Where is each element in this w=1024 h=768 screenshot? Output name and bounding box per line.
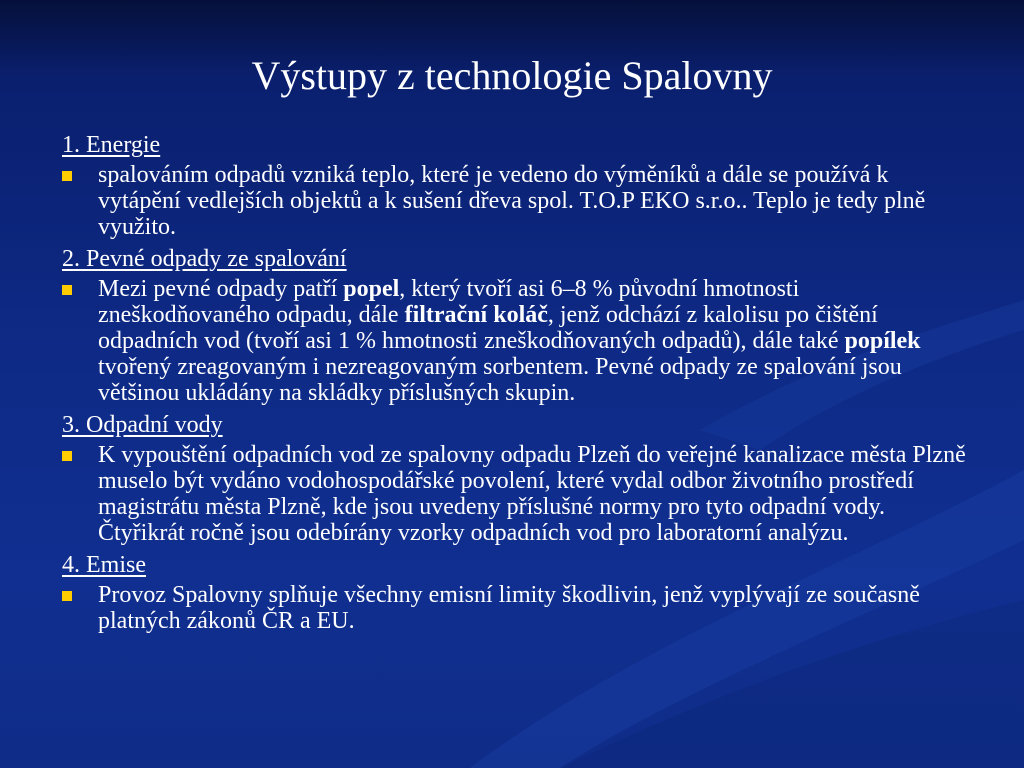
text-segment: tvořený zreagovaným i nezreagovaným sorbentem. Pevné odpady ze spalování jsou většinou ukládány na skládky příslušných skupin. <box>98 354 902 406</box>
bold-term-popel: popel <box>343 276 400 302</box>
bullet-text-pevne-odpady <box>98 276 972 406</box>
yellow-square-bullet-icon <box>62 591 72 601</box>
section-heading-odpadni-vody: 3. Odpadní vody <box>62 412 223 438</box>
bullet-text-emise: Provoz Spalovny splňuje všechny emisní limity škodlivin, jenž vyplývají ze současně platných zákonů ČR a EU. <box>98 582 920 634</box>
section-heading-pevne-odpady: 2. Pevné odpady ze spalování <box>62 246 347 272</box>
text-segment: , který tvoří asi 6–8 % původní hmotnosti zneškodňovaného odpadu, dále <box>98 276 800 328</box>
bold-term-filtracni-kolac: filtrační koláč <box>404 302 548 328</box>
yellow-square-bullet-icon <box>62 171 72 181</box>
bullet-item-pevne-odpady <box>62 276 972 406</box>
bullet-text-odpadni-vody: K vypouštění odpadních vod ze spalovny odpadu Plzeň do veřejné kanalizace města Plzně muselo být vydáno vodohospodářské povolení, které vydal odbor životního prostředí magistrátu města Plzně, kde jsou uvedeny příslušné normy pro tyto odpadní vody. Čtyřikrát ročně jsou odebírány vzorky odpadních vod pro laboratorní analýzu. <box>98 442 966 546</box>
bullet-item-odpadni-vody <box>62 442 972 546</box>
slide-title: Výstupy z technologie Spalovny <box>251 53 773 98</box>
yellow-square-bullet-icon <box>62 285 72 295</box>
bullet-item-emise <box>62 582 972 634</box>
section-heading-energie: 1. Energie <box>62 132 161 158</box>
text-segment: , jenž odchází z kalolisu po čištění odpadních vod (tvoří asi 1 % hmotnosti zneškodňovaných odpadů), dále také <box>98 302 878 354</box>
bullet-text-energie: spalováním odpadů vzniká teplo, které je vedeno do výměníků a dále se používá k vytápění vedlejších objektů a k sušení dřeva spol. T.O.P EKO s.r.o.. Teplo je tedy plně využito. <box>98 162 926 240</box>
bold-term-popilek: popílek <box>844 328 921 354</box>
text-segment: Mezi pevné odpady patří <box>98 276 344 302</box>
section-heading-emise: 4. Emise <box>62 552 146 578</box>
slide-content <box>62 132 972 640</box>
yellow-square-bullet-icon <box>62 451 72 461</box>
bullet-item-energie <box>62 162 972 240</box>
